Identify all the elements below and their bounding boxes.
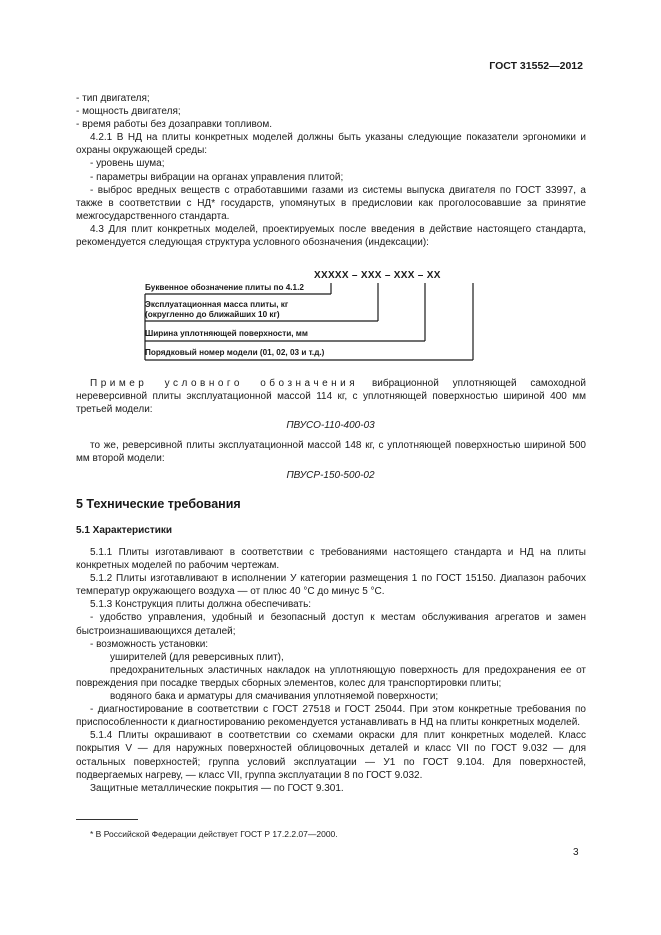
list-item: водяного бака и арматуры для смачивания уплотняемой поверхности;: [110, 691, 439, 703]
clause-4-3-text: 4.3 Для плит конкретных моделей, проектируемых после введения в действие настоящего стандарта, рекомендуется следующая структура условного обозначения (индексации):: [76, 223, 586, 249]
paragraph: 5.1.4 Плиты окрашивают в соответствии со схемами окраски для плит конкретных моделей. Класс покрытия V — для наружных поверхностей облицовочных деталей и класс VII по ГОСТ 9.032 — для остальных поверхностей; группа условий эксплуатации — У1 по ГОСТ 9.104. Для поверхностей, подвергаемых нагреву, — класс VII, группа эксплуатации 8 по ГОСТ 9.032.: [76, 730, 586, 781]
designation-label: Эксплуатационная масса плиты, кг: [145, 300, 289, 309]
example-code-2: ПВУСР-150-500-02: [286, 470, 375, 481]
designation-code: ХХХХХ – ХХХ – ХХХ – ХХ: [314, 270, 441, 281]
clause-4-2-1-intro: 4.2.1 В НД на плиты конкретных моделей должны быть указаны следующие показатели эргономики и охраны окружающей среды:: [76, 132, 586, 157]
list-item: - время работы без дозаправки топливом.: [76, 119, 272, 131]
example-text-2: то же, реверсивной плиты эксплуатационной массой 148 кг, с уплотняющей поверхностью шириной 500 мм второй модели:: [76, 440, 586, 465]
list-item: - диагностирование в соответствии с ГОСТ 27518 и ГОСТ 25044. При этом конкретные требования по приспособленности к диагностированию рекомендуется устанавливать в НД на плиты конкретных моделей.: [76, 704, 586, 729]
list-item: - мощность двигателя;: [76, 106, 181, 118]
list-item: - тип двигателя;: [76, 93, 150, 104]
list-item: - выброс вредных веществ с отработавшими газами из системы выпуска двигателя по ГОСТ 33997, а также в соответствии с НД* государств, упомянутых в предисловии как проголосовавшие за принятие межгосударственного стандарта.: [76, 184, 586, 222]
designation-label: Порядковый номер модели (01, 02, 03 и т.д.): [145, 348, 325, 357]
paragraph: 5.1.3 Конструкция плиты должна обеспечивать:: [90, 599, 312, 611]
footnote: * В Российской Федерации действует ГОСТ Р 17.2.2.07—2000.: [90, 829, 338, 839]
example-heading: Пример условного обозначения: [90, 378, 359, 389]
list-item: - уровень шума;: [90, 158, 165, 170]
designation-label: Ширина уплотняющей поверхности, мм: [145, 329, 308, 338]
list-item: уширителей (для реверсивных плит),: [110, 651, 284, 663]
example-paragraph-2: [76, 439, 586, 465]
example-text: вибрационной уплотняющей самоходной нереверсивной плиты эксплуатационной массой 114 кг, с уплотняющей поверхностью шириной 400 мм третьей модели:: [76, 378, 586, 416]
section-5-text-block: [76, 546, 586, 795]
example-paragraph: [76, 377, 586, 416]
section-5-title: 5 Технические требования: [76, 497, 241, 511]
footnote-divider: [76, 819, 138, 820]
designation-label: (округленно до ближайших 10 кг): [145, 310, 280, 319]
list-item: - удобство управления, удобный и безопасный доступ к местам обслуживания агрегатов и замен быстроизнашивающихся деталей;: [76, 612, 586, 637]
section-5-1-subtitle: 5.1 Характеристики: [76, 525, 173, 536]
list-item: - параметры вибрации на органах управления плитой;: [90, 171, 344, 183]
paragraph: 5.1.2 Плиты изготавливают в исполнении У категории размещения 1 по ГОСТ 15150. Диапазон рабочих температур окружающего воздуха — от плюс 40 °С до минус 5 °С.: [76, 573, 586, 598]
page-number: 3: [573, 847, 579, 858]
designation-label: Буквенное обозначение плиты по 4.1.2: [145, 283, 304, 292]
paragraph: 5.1.1 Плиты изготавливают в соответствии с требованиями настоящего стандарта и НД на плиты конкретных моделей по рабочим чертежам.: [76, 547, 586, 572]
document-header-id: ГОСТ 31552—2012: [489, 60, 583, 72]
list-item: - возможность установки:: [90, 638, 209, 650]
list-item: предохранительных эластичных накладок на уплотняющую поверхность для предохранения ее от повреждения при посадке твердых сборных элементов, колес для транспортировки плиты;: [76, 664, 586, 689]
example-code-1: ПВУСО-110-400-03: [286, 420, 375, 431]
paragraph: Защитные металлические покрытия — по ГОСТ 9.301.: [90, 782, 344, 794]
